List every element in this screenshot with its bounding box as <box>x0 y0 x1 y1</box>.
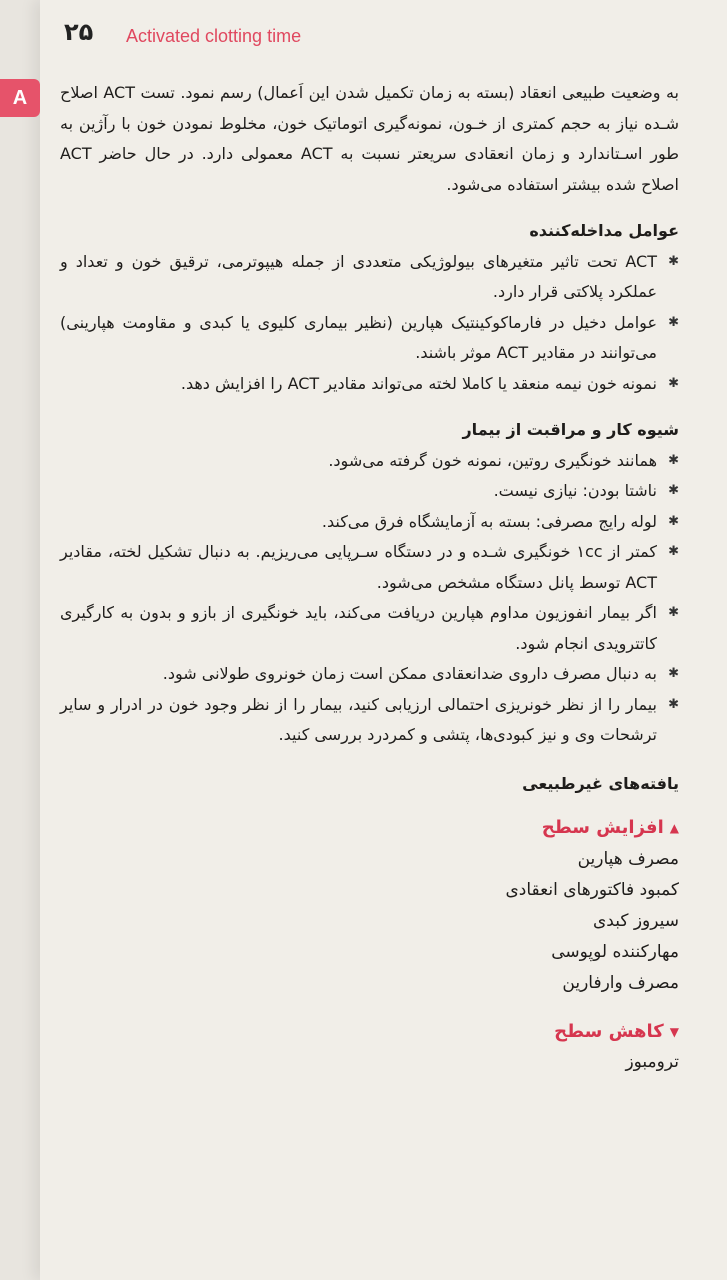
asterisk-bullet-icon: ✱ <box>668 544 679 559</box>
page-content <box>60 78 679 1078</box>
list-item: کمبود فاکتورهای انعقادی <box>505 879 679 900</box>
list-item: سیروز کبدی <box>592 910 679 931</box>
list-item: مصرف هپارین <box>577 848 679 869</box>
asterisk-bullet-icon: ✱ <box>668 513 679 529</box>
asterisk-bullet-icon: ✱ <box>668 696 679 712</box>
list-item: ترومبوز <box>625 1052 679 1072</box>
list-item: ✱ ACT تحت تاثیر متغیرهای بیولوژیکی متعددی از جمله هیپوترمی، ترقیق خون و تعداد و عملکرد پلاکتی قرار دارد. <box>60 247 679 308</box>
list-item: ✱ عوامل دخیل در فارماکوکینتیک هپارین (نظیر بیماری کلیوی یا کبدی و مقاومت هپارینی) می‌توانند در مقادیر ACT موثر باشند. <box>60 308 679 369</box>
list-item: ✱ همانند خونگیری روتین، نمونه خون گرفته می‌شود. <box>60 446 679 477</box>
interfering-factors-heading: عوامل مداخله‌کننده <box>529 221 679 240</box>
running-title: Activated clotting time <box>126 26 302 46</box>
list-item: مصرف وارفارین <box>562 972 679 993</box>
asterisk-bullet-icon: ✱ <box>668 483 679 498</box>
decrease-list <box>60 1047 679 1078</box>
list-item: ✱ کمتر از ۱cc خونگیری شـده و در دستگاه سـرپایی می‌ریزیم. به دنبال تشکیل لخته، مقادیر ACT توسط پانل دستگاه مشخص می‌شود. <box>60 537 679 598</box>
list-item: ✱ ناشتا بودن: نیازی نیست. <box>60 476 679 507</box>
list-item: ✱ به دنبال مصرف داروی ضدانعقادی ممکن است زمان خونروی طولانی شود. <box>60 659 679 690</box>
abnormal-findings-heading: یافته‌های غیرطبیعی <box>522 773 679 793</box>
triangle-up-icon: ▲ <box>669 821 679 835</box>
page-number: ۲۵ <box>64 18 94 46</box>
list-item: ✱ اگر بیمار انفوزیون مداوم هپارین دریافت می‌کند، باید خونگیری از بازو و بدون به کارگیری کاتترویدی انجام شود. <box>60 598 679 659</box>
list-item: ✱ بیمار را از نظر خونریزی احتمالی ارزیابی کنید، بیمار را از نظر وجود خون در ادرار و سایر ترشحات وی و نیز کبودی‌ها، پتشی و کمردرد بررسی کنید. <box>60 690 679 751</box>
decrease-heading: ▼ کاهش سطح <box>60 1017 679 1048</box>
asterisk-bullet-icon: ✱ <box>668 253 679 269</box>
triangle-down-icon: ▼ <box>669 1024 679 1039</box>
procedure-heading: شیوه کار و مراقبت از بیمار <box>462 420 679 439</box>
asterisk-bullet-icon: ✱ <box>668 452 679 468</box>
asterisk-bullet-icon: ✱ <box>668 375 679 391</box>
asterisk-bullet-icon: ✱ <box>668 605 679 620</box>
increase-heading: ▲ افزایش سطح <box>60 813 679 844</box>
list-item: ✱ لوله رایج مصرفی: بسته به آزمایشگاه فرق می‌کند. <box>60 507 679 538</box>
increase-list <box>60 844 679 999</box>
list-item: مهارکننده لوپوسی <box>551 941 679 962</box>
asterisk-bullet-icon: ✱ <box>668 314 679 330</box>
section-tab: A <box>0 79 40 117</box>
procedure-list <box>60 446 679 751</box>
list-item: ✱ نمونه خون نیمه منعقد یا کاملا لخته می‌تواند مقادیر ACT را افزایش دهد. <box>60 369 679 400</box>
interfering-factors-list <box>60 247 679 400</box>
intro-paragraph: به وضعیت طبیعی انعقاد (بسته به زمان تکمیل شدن این اَعمال) رسم نمود. تست ACT اصلاح شـده نیاز به حجم کمتری از خـون، نمونه‌گیری اتوماتیک خون، مخلوط نمودن خون با رآژین به طور اسـتاندارد و زمان انعقادی سریعتر نسبت به ACT معمولی دارد. در حال حاضر ACT اصلاح شده بیشتر استفاده می‌شود. <box>60 83 679 194</box>
asterisk-bullet-icon: ✱ <box>668 666 679 681</box>
